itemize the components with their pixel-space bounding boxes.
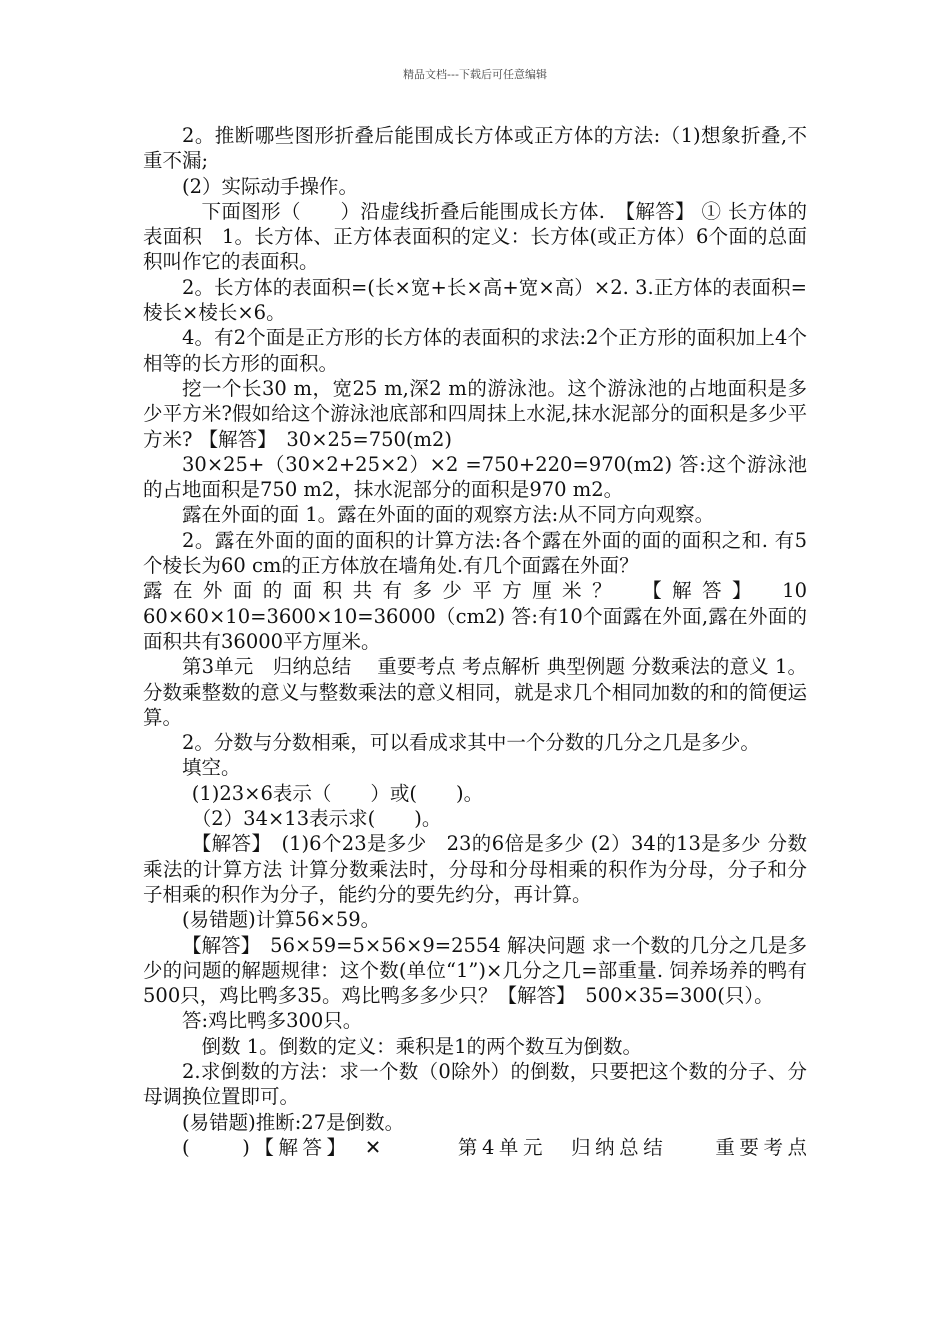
- paragraph: 答:鸡比鸭多300只。: [182, 1009, 363, 1033]
- paragraph: (2）实际动手操作。: [182, 174, 359, 198]
- paragraph: 【解答】 (1)6个23是多少 23的6倍是多少 (2）34的13是多少 分数乘法的计算方法 计算分数乘法时，分母和分母相乘的积作为分母，分子和分子相乘的积作为分子，能约分的要先约分，再计算。: [143, 832, 807, 906]
- paragraph: 60×60×10=3600×10=36000（cm2) 答:有10个面露在外面,露在外面的面积共有36000平方厘米。: [143, 604, 807, 653]
- paragraph: 下面图形（ ）沿虚线折叠后能围成长方体. 【解答】 ① 长方体的表面积 1。长方体、正方体表面积的定义：长方体(或正方体）6个面的总面积叫作它的表面积。: [143, 199, 807, 274]
- paragraph: ( )【解答】 ✕ 第4单元 归纳总结 重要考点: [182, 1135, 807, 1159]
- paragraph: 2。长方体的表面积=(长×宽+长×高+宽×高）×2. 3.正方体的表面积=棱长×棱长×6。: [143, 275, 807, 325]
- paragraph: (易错题)推断:27是倒数。: [182, 1110, 405, 1134]
- paragraph: 第3单元 归纳总结 重要考点 考点解析 典型例题 分数乘法的意义 1。分数乘整数的意义与整数乘法的意义相同，就是求几个相同加数的和的简便运算。: [143, 655, 807, 729]
- paragraph: 2。分数与分数相乘，可以看成求其中一个分数的几分之几是多少。: [182, 731, 760, 755]
- paragraph: 【解答】 56×59=5×56×9=2554 解决问题 求一个数的几分之几是多少的问题的解题规律：这个数(单位“1”)×几分之几=部重量. 饲养场养的鸭有500只，鸡比鸭多35。鸡比鸭多多少只？【解答】 500×35=300(只）。: [143, 933, 807, 1008]
- paragraph: 露在外面的面积共有多少平方厘米？ 【解答】 10: [143, 579, 807, 603]
- paragraph: 30×25+（30×2+25×2）×2 =750+220=970(m2) 答:这个游泳池的占地面积是750 m2，抹水泥部分的面积是970 m2。: [143, 452, 807, 502]
- paragraph: 4。有2个面是正方形的长方体的表面积的求法:2个正方形的面积加上4个相等的长方形的面积。: [143, 326, 807, 375]
- document-body: [143, 123, 807, 1160]
- paragraph: 2。露在外面的面的面积的计算方法:各个露在外面的面的面积之和. 有5个棱长为60 cm的正方体放在墙角处.有几个面露在外面？: [143, 528, 807, 578]
- paragraph: 倒数 1。倒数的定义：乘积是1的两个数互为倒数。: [201, 1034, 643, 1058]
- paragraph: （2）34×13表示求( )。: [191, 807, 442, 831]
- paragraph: 露在外面的面 1。露在外面的面的观察方法:从不同方向观察。: [182, 503, 715, 527]
- paragraph: (易错题)计算56×59。: [182, 908, 381, 932]
- page-header: 精品文档---下载后可任意编辑: [403, 68, 547, 81]
- paragraph: 挖一个长30 m，宽25 m,深2 m的游泳池。这个游泳池的占地面积是多少平方米?假如给这个游泳池底部和四周抹上水泥,抹水泥部分的面积是多少平方米? 【解答】 30×25=750(m2): [143, 376, 807, 451]
- paragraph: 2.求倒数的方法：求一个数（0除外）的倒数，只要把这个数的分子、分母调换位置即可。: [143, 1059, 807, 1109]
- paragraph: 填空。: [182, 756, 241, 780]
- paragraph: 2。推断哪些图形折叠后能围成长方体或正方体的方法:（1)想象折叠,不重不漏;: [143, 124, 807, 173]
- paragraph: (1)23×6表示（ ）或( )。: [191, 781, 484, 805]
